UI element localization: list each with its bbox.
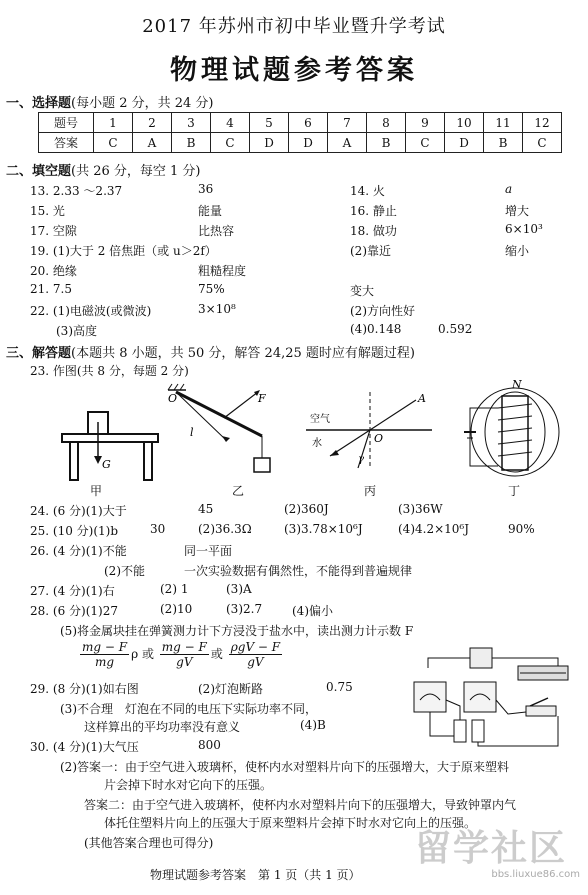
fig-label-gamma: γ bbox=[358, 454, 364, 465]
answer-28c: (3)2.7 bbox=[226, 602, 263, 616]
answer-30d: 片会掉下时水对它向下的压强。 bbox=[104, 778, 273, 792]
answer-25a: 25. (10 分)(1)b bbox=[30, 524, 119, 538]
answer-29d: (3)不合理 灯泡在不同的电压下实际功率不同， bbox=[60, 702, 317, 716]
section-choice: 一、选择题(每小题 2 分，共 24 分) bbox=[6, 96, 214, 111]
fig-label-o: O bbox=[168, 392, 178, 405]
answer-25e: (4)4.2×10⁶J bbox=[398, 522, 470, 536]
answer-28d: (4)偏小 bbox=[292, 604, 333, 618]
answer-22: 22. (1)电磁波(或微波) bbox=[30, 304, 152, 318]
figure-label-bing: 丙 bbox=[364, 484, 377, 498]
answer-24b: 45 bbox=[198, 502, 214, 516]
table-cell-number: 7 bbox=[328, 113, 367, 133]
answer-21b: 75% bbox=[198, 282, 225, 296]
answer-28b: (2)10 bbox=[160, 602, 193, 616]
answer-24c: (2)360J bbox=[284, 502, 329, 516]
answer-22e: (4)0.148 bbox=[350, 322, 402, 336]
table-row-header: 答案 bbox=[39, 133, 94, 153]
table-cell-number: 1 bbox=[94, 113, 133, 133]
table-cell-answer: C bbox=[523, 133, 562, 153]
table-cell-number: 3 bbox=[172, 113, 211, 133]
watermark-logo: 留学社区 bbs.liuxue86.com bbox=[415, 828, 580, 880]
figure-bing bbox=[306, 392, 432, 468]
table-cell-number: 4 bbox=[211, 113, 250, 133]
page-footer: 物理试题参考答案 第 1 页（共 1 页） bbox=[150, 868, 361, 882]
answer-20b: 粗糙程度 bbox=[198, 264, 247, 278]
answer-19: 19. (1)大于 2 倍焦距（或 u＞2f） bbox=[30, 244, 217, 258]
table-cell-number: 8 bbox=[367, 113, 406, 133]
answer-26a: 26. (4 分)(1)不能 bbox=[30, 544, 127, 558]
table-row-header: 题号 bbox=[39, 113, 94, 133]
section-fill: 二、填空题(共 26 分，每空 1 分) bbox=[6, 164, 201, 179]
fig-label-a: A bbox=[418, 392, 426, 405]
answer-30e: 答案二：由于空气进入玻璃杯，使杯内水对塑料片向下的压强增大，导致钟罩内气 bbox=[84, 798, 517, 812]
answer-25f: 90% bbox=[508, 522, 535, 536]
answer-30a: 30. (4 分)(1)大气压 bbox=[30, 740, 139, 754]
table-cell-answer: D bbox=[445, 133, 484, 153]
answer-28-formulas: $\frac{mg - F}{mg}$ ρ 或 $\frac{mg - F}{gV}$ 或 $\frac{\text{ρgV − F}}{gV}$ bbox=[82, 640, 281, 669]
table-cell-number: 6 bbox=[289, 113, 328, 133]
fig-label-n: N bbox=[512, 380, 522, 391]
answer-15b: 能量 bbox=[198, 204, 223, 218]
answer-24a: 24. (6 分)(1)大于 bbox=[30, 504, 127, 518]
table-cell-answer: B bbox=[172, 133, 211, 153]
answer-27a: 27. (4 分)(1)右 bbox=[30, 584, 115, 598]
table-cell-answer: C bbox=[406, 133, 445, 153]
table-cell-number: 11 bbox=[484, 113, 523, 133]
figures-23 bbox=[40, 380, 580, 492]
fig-label-f: F bbox=[258, 392, 266, 405]
table-cell-answer: B bbox=[484, 133, 523, 153]
table-cell-answer: A bbox=[133, 133, 172, 153]
exam-title: 2017 年苏州市初中毕业暨升学考试 bbox=[142, 16, 446, 37]
answer-19c: (2)靠近 bbox=[350, 244, 391, 258]
fig-label-o2: O bbox=[374, 432, 384, 445]
answer-27c: (3)A bbox=[226, 582, 252, 596]
answer-29f: (4)B bbox=[300, 718, 326, 732]
answer-28a: 28. (6 分)(1)27 bbox=[30, 604, 118, 618]
answer-26d: 一次实验数据有偶然性，不能得到普遍规律 bbox=[184, 564, 413, 578]
answer-20: 20. 绝缘 bbox=[30, 264, 77, 278]
answer-29a: 29. (8 分)(1)如右图 bbox=[30, 682, 139, 696]
answer-26c: (2)不能 bbox=[104, 564, 145, 578]
answer-14b: a bbox=[505, 182, 513, 196]
answer-25c: (2)36.3Ω bbox=[198, 522, 252, 536]
answer-21: 21. 7.5 bbox=[30, 282, 72, 296]
answer-29c: 0.75 bbox=[326, 680, 353, 694]
circuit-figure bbox=[408, 640, 578, 750]
answer-29b: (2)灯泡断路 bbox=[198, 682, 263, 696]
answer-14: 14. 火 bbox=[350, 184, 385, 198]
answer-22c: (2)方向性好 bbox=[350, 304, 415, 318]
fig-label-water: 水 bbox=[312, 438, 322, 449]
answer-30b: 800 bbox=[198, 738, 221, 752]
answer-30c: (2)答案一：由于空气进入玻璃杯，使杯内水对塑料片向下的压强增大，大于原来塑料 bbox=[60, 760, 510, 774]
fig-label-l: l bbox=[190, 426, 194, 439]
answer-24d: (3)36W bbox=[398, 502, 443, 516]
answer-22b: 3×10⁸ bbox=[198, 302, 236, 316]
answer-17: 17. 空隙 bbox=[30, 224, 77, 238]
answer-27b: (2) 1 bbox=[160, 582, 189, 596]
answer-13b: 36 bbox=[198, 182, 214, 196]
figure-ding bbox=[464, 380, 559, 476]
figure-label-jia: 甲 bbox=[90, 484, 103, 498]
fig-label-g: G bbox=[102, 458, 111, 471]
answer-21c: 变大 bbox=[350, 284, 375, 298]
answer-28e: (5)将金属块挂在弹簧测力计下方浸没于盐水中，读出测力计示数 F bbox=[60, 624, 414, 638]
figure-label-ding: 丁 bbox=[508, 484, 521, 498]
answer-15: 15. 光 bbox=[30, 204, 65, 218]
figure-jia bbox=[62, 412, 158, 480]
answer-16b: 增大 bbox=[505, 204, 530, 218]
answer-22d: (3)高度 bbox=[56, 324, 97, 338]
answer-26b: 同一平面 bbox=[184, 544, 233, 558]
table-cell-answer: D bbox=[250, 133, 289, 153]
answer-22f: 0.592 bbox=[438, 322, 473, 336]
table-cell-answer: B bbox=[367, 133, 406, 153]
answer-title: 物理试题参考答案 bbox=[170, 55, 418, 86]
answer-16: 16. 静止 bbox=[350, 204, 397, 218]
answer-30f: 体托住塑料片向上的压强大于原来塑料片会掉下时水对它向上的压强。 bbox=[104, 816, 477, 830]
answer-table bbox=[38, 112, 562, 153]
answer-29e: 这样算出的平均功率没有意义 bbox=[84, 720, 241, 734]
table-cell-number: 10 bbox=[445, 113, 484, 133]
fig-label-air: 空气 bbox=[310, 414, 330, 425]
answer-30g: (其他答案合理也可得分) bbox=[84, 836, 214, 850]
section-solve: 三、解答题(本题共 8 小题，共 50 分，解答 24,25 题时应有解题过程) bbox=[6, 346, 415, 361]
answer-23: 23. 作图(共 8 分，每题 2 分) bbox=[30, 364, 189, 378]
table-cell-number: 2 bbox=[133, 113, 172, 133]
answer-25d: (3)3.78×10⁶J bbox=[284, 522, 363, 536]
table-cell-answer: A bbox=[328, 133, 367, 153]
table-cell-answer: C bbox=[211, 133, 250, 153]
answer-17b: 比热容 bbox=[198, 224, 235, 238]
table-cell-answer: C bbox=[94, 133, 133, 153]
answer-18: 18. 做功 bbox=[350, 224, 397, 238]
table-cell-number: 5 bbox=[250, 113, 289, 133]
figure-yi bbox=[168, 384, 270, 472]
answer-13: 13. 2.33 ～2.37 bbox=[30, 184, 123, 198]
answer-25b: 30 bbox=[150, 522, 166, 536]
table-cell-number: 12 bbox=[523, 113, 562, 133]
answer-18b: 6×10³ bbox=[505, 222, 543, 236]
figure-label-yi: 乙 bbox=[232, 484, 245, 498]
table-cell-answer: D bbox=[289, 133, 328, 153]
answer-19d: 缩小 bbox=[505, 244, 530, 258]
table-cell-number: 9 bbox=[406, 113, 445, 133]
